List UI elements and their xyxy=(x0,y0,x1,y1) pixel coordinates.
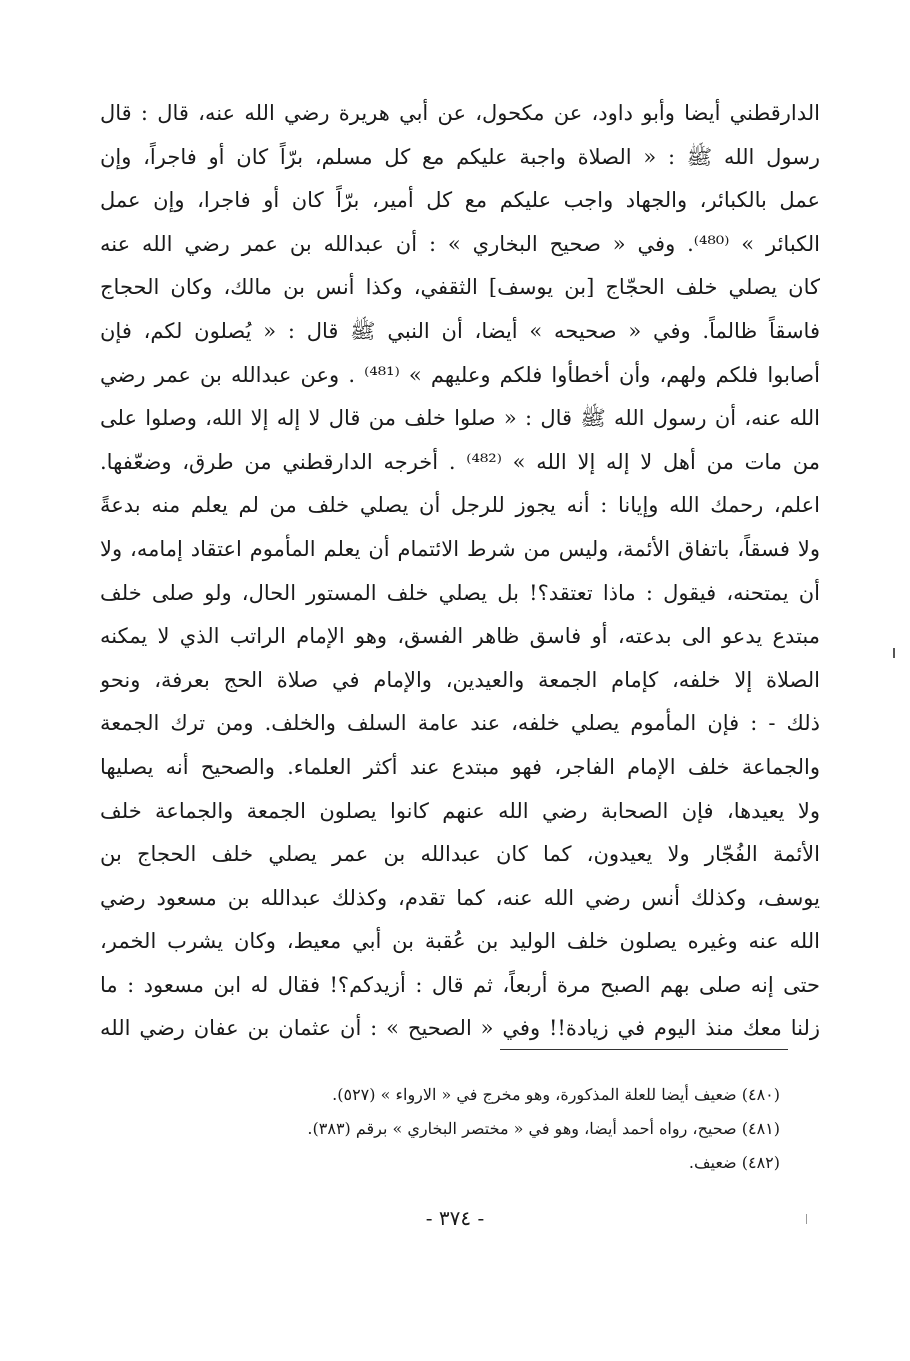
text-line: الأئمة الفُجّار ولا يعيدون، كما كان عبدالله بن عمر يصلي خلف الحجاج بن xyxy=(100,842,820,867)
page-number: - ٣٧٤ - xyxy=(425,1206,485,1230)
text-line: من مات من أهل لا إله إلا الله » ⁽⁴⁸²⁾ . أخرجه الدارقطني من طرق، وضعّفها. xyxy=(100,449,820,474)
text-line: اعلم، رحمك الله وإيانا : أنه يجوز للرجل أن يصلي خلف من لم يعلم منه بدعةً xyxy=(100,493,820,518)
footnotes xyxy=(140,1078,780,1180)
footnote: (٤٨٠) ضعيف أيضا للعلة المذكورة، وهو مخرج في « الارواء » (٥٢٧). xyxy=(332,1085,780,1104)
text-line: أصابوا فلكم ولهم، وأن أخطأوا فلكم وعليهم » ⁽⁴⁸¹⁾ . وعن عبدالله بن عمر رضي xyxy=(100,362,820,387)
text-line: رسول الله ﷺ : « الصلاة واجبة عليكم مع كل مسلم، برّاً كان أو فاجراً، وإن xyxy=(100,144,820,169)
footnote: (٤٨١) صحيح، رواه أحمد أيضا، وهو في « مختصر البخاري » برقم (٣٨٣). xyxy=(307,1119,780,1138)
text-line: الصلاة إلا خلفه، كإمام الجمعة والعيدين، والإمام في صلاة الحج بعرفة، ونحو xyxy=(100,667,820,692)
text-line: ذلك - : فإن المأموم يصلي خلفه، عند عامة السلف والخلف. ومن ترك الجمعة xyxy=(100,711,820,736)
text-line: الله عنه، أن رسول الله ﷺ قال : « صلوا خلف من قال لا إله إلا الله، وصلوا على xyxy=(100,406,820,431)
footnote-separator xyxy=(500,1049,788,1050)
text-line: كان يصلي خلف الحجّاج [بن يوسف] الثقفي، وكذا أنس بن مالك، وكان الحجاج xyxy=(100,275,820,300)
text-line: الله عنه وغيره يصلون خلف الوليد بن عُقبة بن أبي معيط، وكان يشرب الخمر، xyxy=(100,929,820,954)
text-line: مبتدع يدعو الى بدعته، أو فاسق ظاهر الفسق، وهو الإمام الراتب الذي لا يمكنه xyxy=(100,624,820,649)
text-line: أن يمتحنه، فيقول : ماذا تعتقد؟! بل يصلي خلف المستور الحال، ولو صلى خلف xyxy=(100,580,820,605)
margin-mark xyxy=(806,1214,807,1224)
main-text xyxy=(100,92,820,1051)
footnote: (٤٨٢) ضعيف. xyxy=(688,1153,780,1172)
text-line: فاسقاً ظالماً. وفي « صحيحه » أيضا، أن النبي ﷺ قال : « يُصلون لكم، فإن xyxy=(100,318,820,343)
text-line: الدارقطني أيضا وأبو داود، عن مكحول، عن أبي هريرة رضي الله عنه، قال : قال xyxy=(100,101,820,125)
text-line: حتى إنه صلى بهم الصبح مرة أربعاً، ثم قال : أزيدكم؟! فقال له ابن مسعود : ما xyxy=(100,972,820,997)
text-line: الكبائر » ⁽⁴⁸⁰⁾. وفي « صحيح البخاري » : أن عبدالله بن عمر رضي الله عنه xyxy=(100,231,820,256)
text-line: زلنا معك منذ اليوم في زيادة!! وفي « الصحيح » : أن عثمان بن عفان رضي الله xyxy=(100,1016,820,1041)
page-body xyxy=(100,92,820,1051)
text-line: ولا يعيدها، فإن الصحابة رضي الله عنهم كانوا يصلون الجمعة والجماعة خلف xyxy=(100,798,820,823)
text-line: عمل بالكبائر، والجهاد واجب عليكم مع كل أمير، برّاً كان أو فاجرا، وإن عمل xyxy=(100,188,820,213)
text-line: والجماعة خلف الإمام الفاجر، فهو مبتدع عند أكثر العلماء. والصحيح أنه يصليها xyxy=(100,754,820,779)
text-line: ولا فسقاً، باتفاق الأئمة، وليس من شرط الائتمام أن يعلم المأموم اعتقاد إمامه، ولا xyxy=(100,536,820,561)
text-line: يوسف، وكذلك أنس رضي الله عنه، كما تقدم، وكذلك عبدالله بن مسعود رضي xyxy=(100,885,820,910)
margin-mark xyxy=(893,648,895,658)
